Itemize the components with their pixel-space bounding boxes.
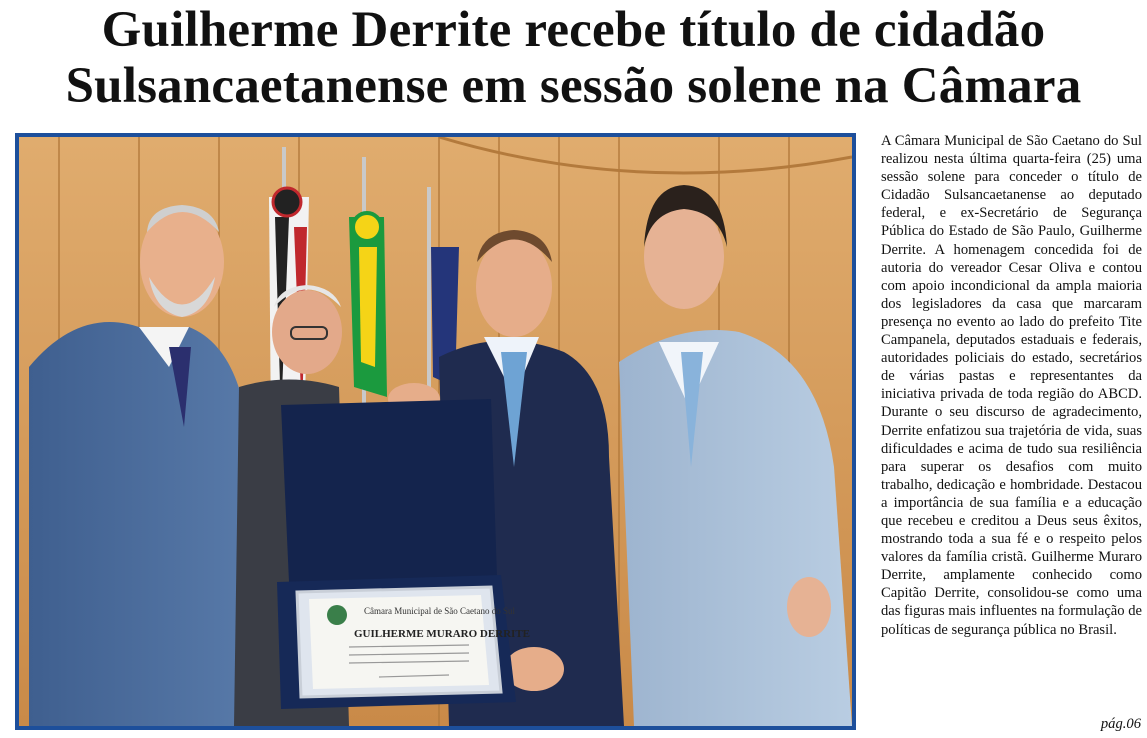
headline-line-2: Sulsancaetanense em sessão solene na Câmara xyxy=(65,58,1082,114)
plaque-name-text: GUILHERME MURARO DERRITE xyxy=(354,628,531,640)
article-body xyxy=(881,132,1142,639)
headline-line-1: Guilherme Derrite recebe título de cidadão xyxy=(101,2,1046,58)
plaque-header-text: Câmara Municipal de São Caetano do Sul xyxy=(364,606,515,616)
headline xyxy=(0,0,1147,114)
page-reference: pág.06 xyxy=(1100,716,1141,732)
article-paragraph: A Câmara Municipal de São Caetano do Sul realizou nesta última quarta-feira (25) uma sessão solene para conceder o título de Cidadão Sulsancaetanense ao deputado federal, e ex-Secretário de Segurança Pública do Estado de São Paulo, Guilherme Derrite. A homenagem concedida foi de autoria do vereador Cesar Oliva e contou com apoio incondicional da ampla maioria dos legisladores da casa que marcaram presença no evento ao lado do prefeito Tite Campanela, deputados estaduais e federais, autoridades policiais do estado, secretários de várias pastas e representantes da iniciativa privada de toda região do ABCD. Durante o seu discurso de agradecimento, Derrite enfatizou sua trajetória de vida, suas dificuldades e acima de tudo sua resiliência para superar os desafios com muito trabalho, dedicação e hombridade. Destacou a importância de sua família e a educação que recebeu e creditou a Deus seus êxitos, mostrando toda a sua fé e o respeito pelos valores da família cristã. Guilherme Muraro Derrite, amplamente conhecido como Capitão Derrite, consolidou-se como uma das figuras mais influentes na formulação de políticas de segurança pública no Brasil. xyxy=(881,133,1142,638)
ceremony-photo-illustration xyxy=(19,137,852,726)
news-photo xyxy=(15,133,856,730)
